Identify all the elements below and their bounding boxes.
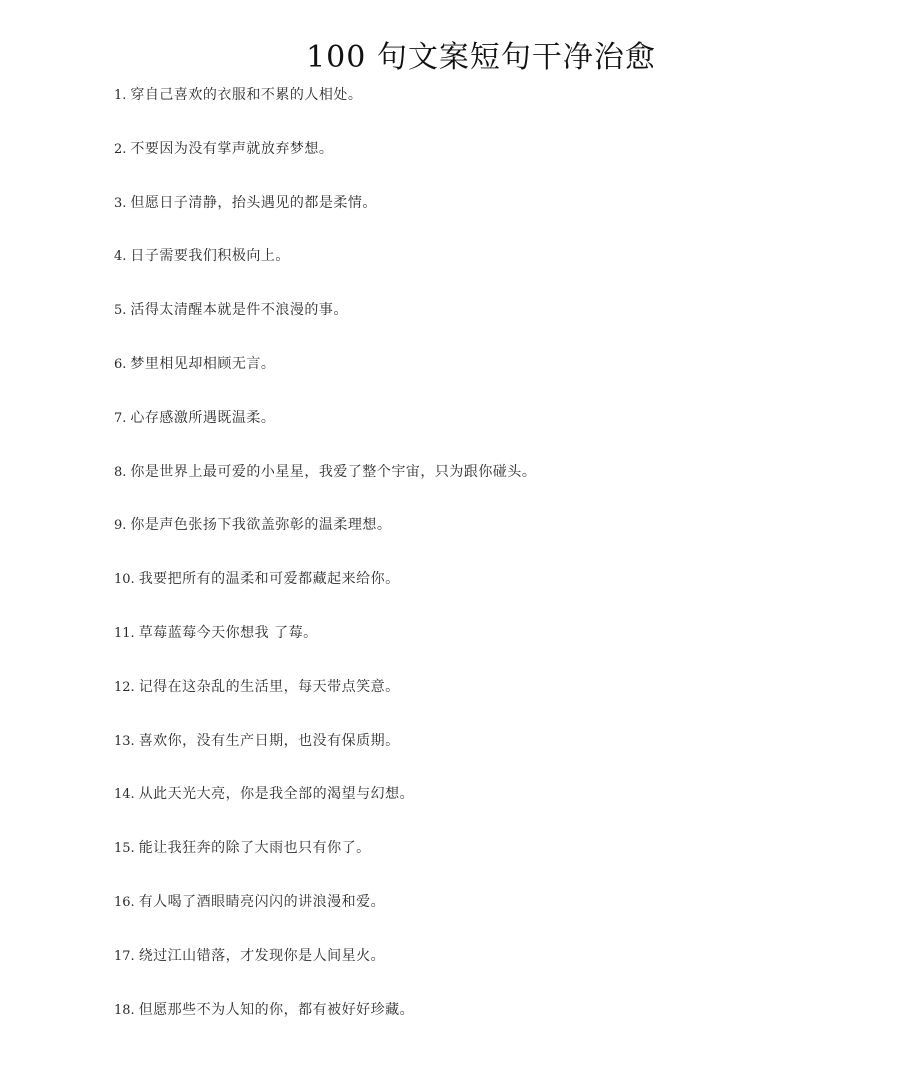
list-item [114,511,536,565]
list-item [114,619,536,673]
item-text: 不要因为没有掌声就放弃梦想。 [130,140,334,157]
list-item [114,565,536,619]
item-text: 绕过江山错落，才发现你是人间星火。 [138,947,386,964]
item-number: 11. [114,625,135,641]
item-text: 能让我狂奔的除了大雨也只有你了。 [138,840,371,857]
item-number: 14. [114,787,135,803]
item-text: 但愿那些不为人知的你，都有被好好珍藏。 [138,1001,415,1018]
list-item [114,350,536,404]
list-item [114,81,536,135]
item-number: 12. [114,679,135,695]
list-item [114,242,536,296]
item-number: 13. [114,733,135,749]
item-text: 你是世界上最可爱的小星星，我爱了整个宇宙，只为跟你碰头。 [130,463,537,480]
item-number: 2. [114,141,127,157]
item-text: 有人喝了酒眼睛亮闪闪的讲浪漫和爱。 [138,893,386,910]
list-item [114,404,536,458]
item-number: 9. [114,518,127,534]
item-number: 17. [114,948,135,964]
list-item [114,296,536,350]
item-number: 10. [114,572,135,588]
item-number: 16. [114,894,135,910]
item-number: 1. [114,88,127,103]
item-text: 梦里相见却相顾无言。 [130,355,276,372]
list-item [114,996,536,1050]
item-text: 喜欢你，没有生产日期，也没有保质期。 [138,732,400,749]
item-number: 6. [114,356,127,372]
item-text: 从此天光大亮，你是我全部的渴望与幻想。 [138,786,415,803]
item-number: 18. [114,1002,135,1018]
item-number: 5. [114,303,127,319]
sentence-list [114,81,536,1049]
item-text: 日子需要我们积极向上。 [130,248,290,265]
list-item [114,888,536,942]
item-number: 15. [114,841,135,857]
list-item [114,135,536,189]
item-number: 4. [114,249,127,265]
item-text: 活得太清醒本就是件不浪漫的事。 [130,302,348,319]
item-number: 3. [114,195,127,211]
list-item [114,673,536,727]
list-item [114,834,536,888]
item-text: 心存感激所遇既温柔。 [130,409,276,426]
list-item [114,189,536,243]
item-text: 我要把所有的温柔和可爱都藏起来给你。 [138,571,400,588]
item-text: 记得在这杂乱的生活里，每天带点笑意。 [138,678,400,695]
list-item [114,458,536,512]
item-text: 穿自己喜欢的衣服和不累的人相处。 [130,87,363,103]
document-title: 100 句文案短句干净治愈 [306,40,656,75]
item-number: 7. [114,410,127,426]
list-item [114,780,536,834]
list-item [114,727,536,781]
list-item [114,942,536,996]
item-text: 你是声色张扬下我欲盖弥彰的温柔理想。 [130,517,392,534]
item-text: 草莓蓝莓今天你想我 了莓。 [138,624,318,641]
item-number: 8. [114,464,127,480]
item-text: 但愿日子清静，抬头遇见的都是柔情。 [130,194,377,211]
